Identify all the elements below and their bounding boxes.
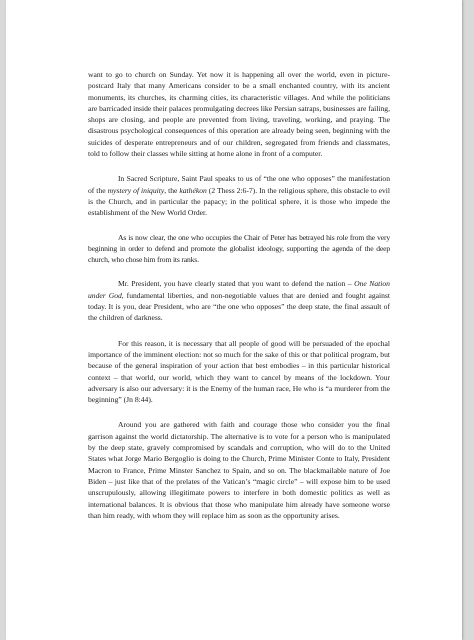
- paragraph-6: Around you are gathered with faith and courage those who consider you the final garrison against the world dictatorship. The alternative is to vote for a person who is manipulated by the deep state, gravely compromised by scandals and corruption, who will do to the United States what Jorge Mario Bergoglio is doing to the Church, Prime Minister Conte to Italy, President Macron to France, Prime Minster Sanchez to Spain, and so on. The blackmailable nature of Joe Biden – just like that of the prelates of the Vatican’s “magic circle” – will expose him to be used unscrupulously, allowing illegitimate powers to interfere in both domestic politics as well as international balances. It is obvious that those who manipulate him already have someone worse than him ready, with whom they will replace him as soon as the opportunity arises.: [88, 420, 390, 520]
- document-page: [6, 0, 462, 640]
- paragraph-2-emphasis-2: kathékon: [179, 185, 207, 195]
- paragraph-2-text-a: In Sacred Scripture, Saint Paul speaks to us of “the one who opposes” the manifestation of the: [88, 174, 390, 195]
- paragraph-4-text-a: Mr. President, you have clearly stated that you want to defend the nation –: [118, 279, 355, 289]
- paragraph-2-emphasis-1: mystery of iniquity: [107, 185, 165, 195]
- letter-body: [88, 69, 390, 533]
- paragraph-1: want to go to church on Sunday. Yet now it is happening all over the world, even in picture-postcard Italy that many Americans consider to be a small enchanted country, with its ancient monuments, its churches, its charming cities, its characteristic villages. And while the politicians are barricaded inside their palaces promulgating decrees like Persian satraps, businesses are failing, shops are closing, and people are prevented from living, traveling, working, and praying. The disastrous psychological consequences of this operation are already being seen, beginning with the suicides of desperate entrepreneurs and of our children, segregated from friends and classmates, told to follow their classes while sitting at home alone in front of a computer.: [88, 70, 390, 159]
- paragraph-2: [88, 173, 390, 218]
- paragraph-2-text-b: , the: [164, 185, 180, 195]
- paragraph-4-emphasis: One Nation under God: [88, 279, 390, 300]
- paragraph-4: [88, 278, 390, 323]
- paragraph-3: As is now clear, the one who occupies the Chair of Peter has betrayed his role from the very beginning in order to defend and promote the globalist ideology, supporting the agenda of the deep church, who chose him from its ranks.: [88, 232, 390, 265]
- paragraph-4-text-b: , fundamental liberties, and non-negotiable values that are denied and fought against today. It is you, dear President, who are “the one who opposes” the deep state, the final assault of the children of darkness.: [88, 290, 390, 323]
- paragraph-5: For this reason, it is necessary that all people of good will be persuaded of the epochal importance of the imminent election: not so much for the sake of this or that political program, but because of the general inspiration of your action that best embodies – in this particular historical context – that world, our world, which they want to cancel by means of the lockdown. Your adversary is also our adversary: it is the Enemy of the human race, He who is “a murderer from the beginning” (Jn 8:44).: [88, 338, 390, 405]
- paragraph-2-text-c: (2 Thess 2:6-7). In the religious sphere, this obstacle to evil is the Church, and in particular the papacy; in the political sphere, it is those who impede the establishment of the New World Order.: [88, 185, 390, 218]
